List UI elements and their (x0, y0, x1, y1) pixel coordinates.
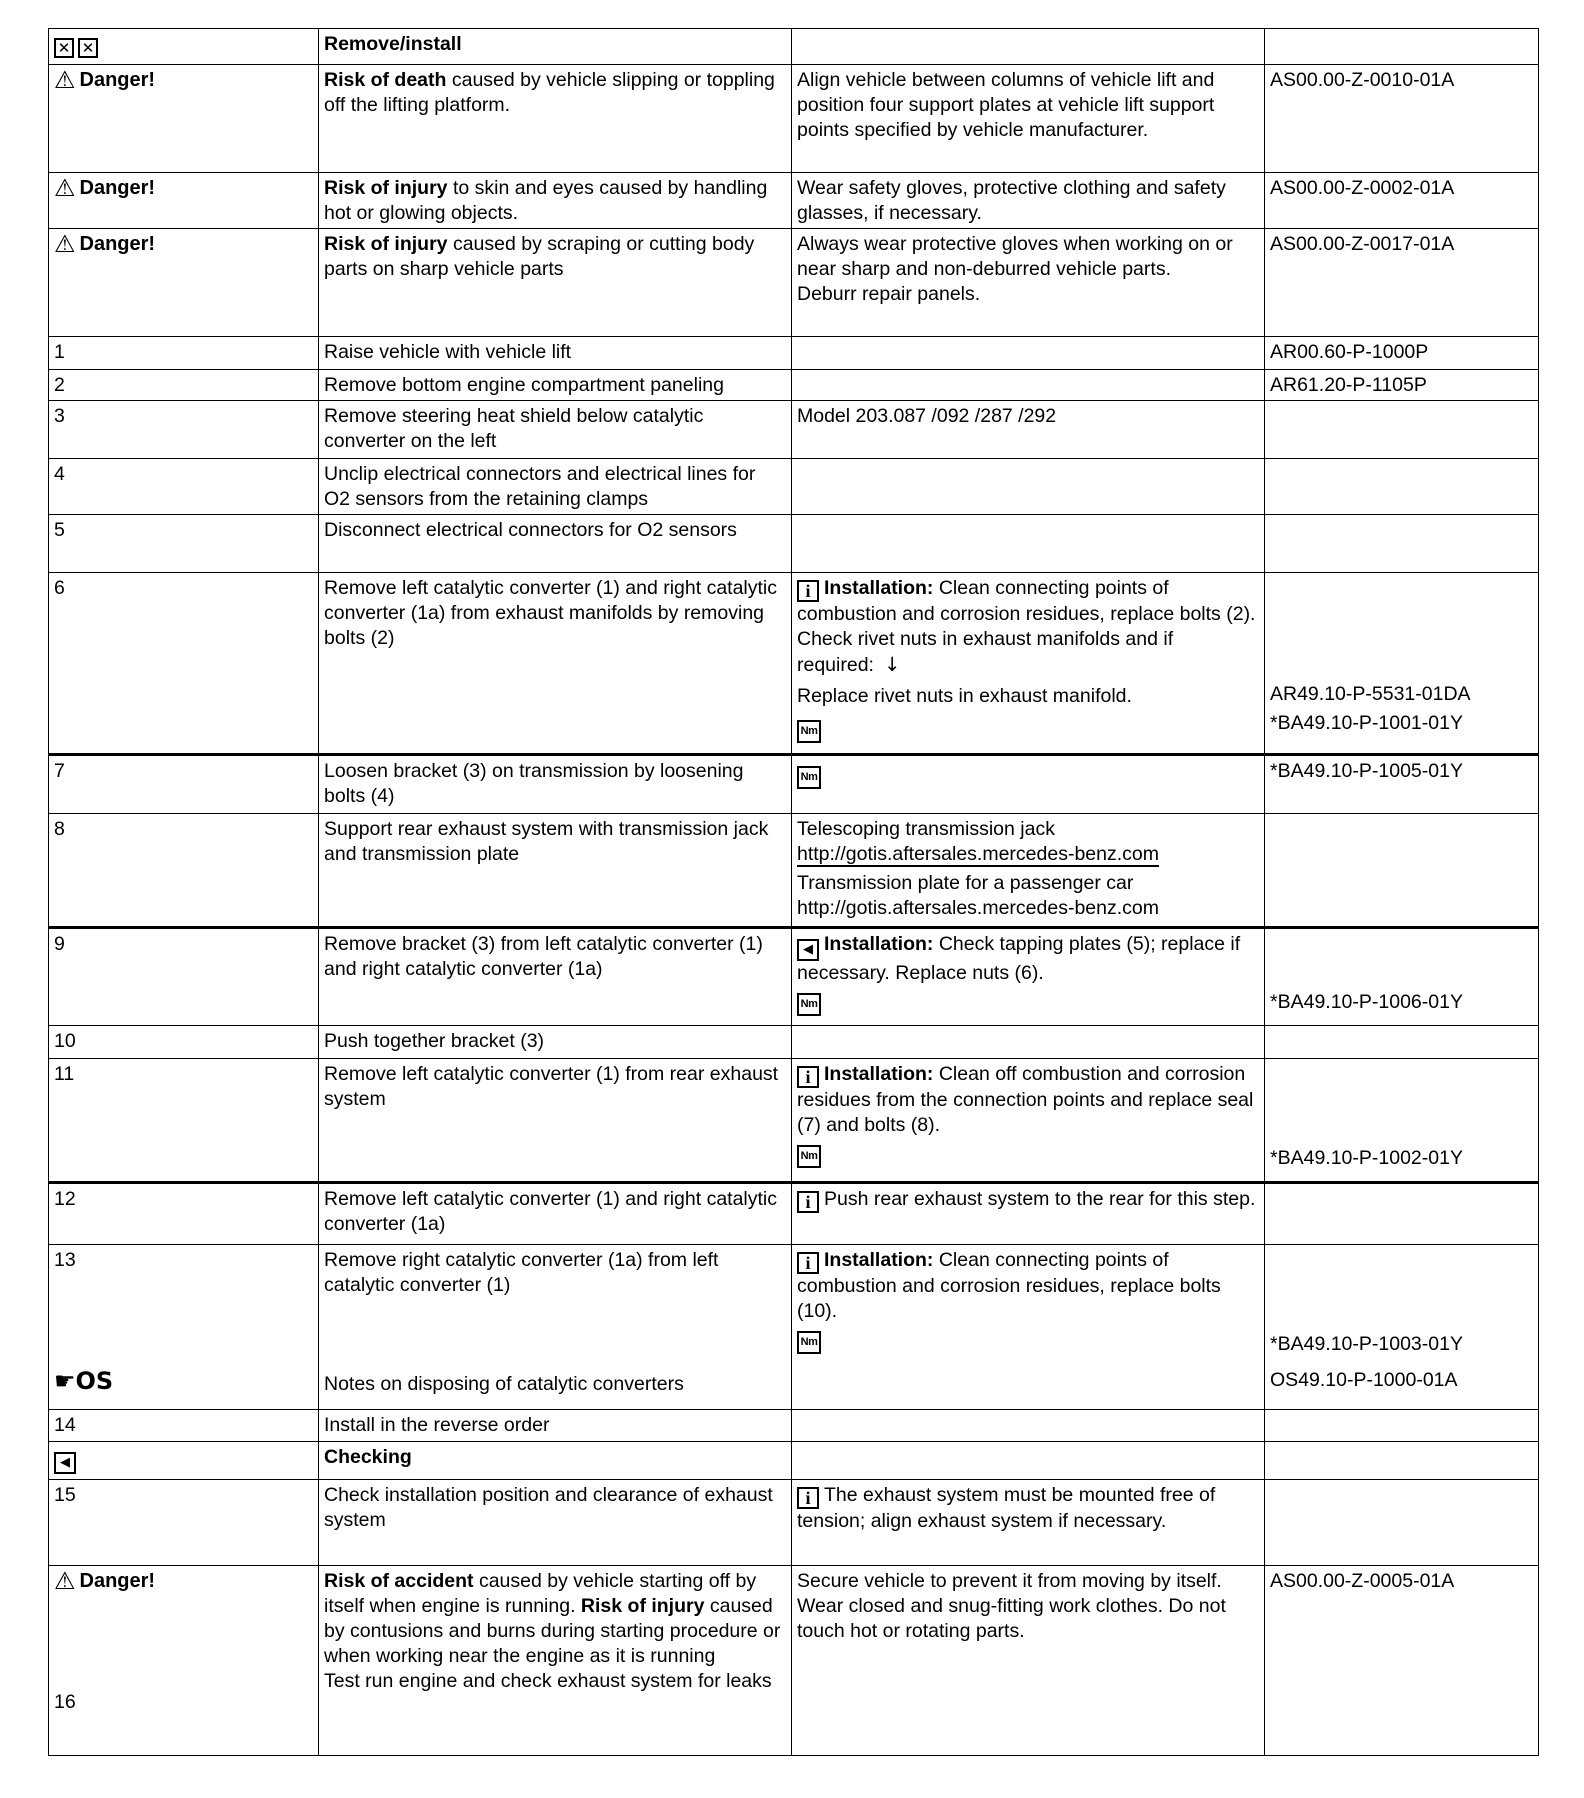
checking-header-row: ◀ Checking (49, 1442, 1539, 1480)
step-number: 16 (54, 1691, 76, 1713)
info-icon: i (797, 1191, 819, 1213)
procedure-sheet (48, 28, 1538, 1756)
step-number: 8 (49, 814, 319, 928)
step-row: 4 Unclip electrical connectors and electrical lines for O2 sensors from the retaining clamps (49, 459, 1539, 515)
step-row: 14 Install in the reverse order (49, 1410, 1539, 1442)
arrow-down-icon: ↓ (883, 653, 901, 676)
step-row: 10 Push together bracket (3) (49, 1026, 1539, 1059)
reference: OS49.10-P-1000-01A (1270, 1369, 1458, 1391)
info-icon: i (797, 1487, 819, 1509)
step-number: 1 (49, 337, 319, 370)
check-icon: ◀ (797, 939, 819, 961)
danger-row-1: ⚠ Danger! Risk of death caused by vehicle slipping or toppling off the lifting platform. Align vehicle between columns of vehicle lift and position four support plates at vehicle lift support points specified by vehicle manufacturer. AS00.00-Z-0010-01A (49, 65, 1539, 173)
info-icon: i (797, 580, 819, 602)
reference: AR49.10-P-5531-01DA (1270, 683, 1471, 705)
step-number: 6 (49, 573, 319, 755)
step-number: 7 (49, 755, 319, 814)
danger-row-4: ⚠ Danger! 16 Risk of accident caused by vehicle starting off by itself when engine is running. Risk of injury caused by contusions and burns during starting procedure or when working near the engine as it is running Test run engine and check exhaust system for leaks Secure vehicle to prevent it from moving by itself. Wear closed and snug-fitting work clothes. Do not touch hot or rotating parts. AS00.00-Z-0005-01A (49, 1566, 1539, 1756)
step-number: 3 (49, 401, 319, 459)
step-row: 13 ☛OS Remove right catalytic converter (1a) from left catalytic converter (1) Notes on disposing of catalytic converters i Installation: Clean connecting points of combustion and corrosion residues, replace bolts (10). Nm *BA49.10-P-1003-01Y OS49.10-P-1000-01A (49, 1245, 1539, 1410)
warning-icon: ⚠ (54, 1567, 76, 1595)
step-number: 11 (49, 1059, 319, 1183)
info-icon: i (797, 1252, 819, 1274)
reference: *BA49.10-P-1002-01Y (1270, 1147, 1463, 1169)
remove-icon: ✕ (54, 38, 74, 58)
step-number: 10 (49, 1026, 319, 1059)
danger-row-3: ⚠ Danger! Risk of injury caused by scraping or cutting body parts on sharp vehicle parts Always wear protective gloves when working on or near sharp and non-deburred vehicle parts. Deburr repair panels. AS00.00-Z-0017-01A (49, 229, 1539, 337)
reference: AS00.00-Z-0017-01A (1265, 229, 1539, 337)
gotis-link[interactable]: http://gotis.aftersales.mercedes-benz.com (797, 897, 1159, 919)
install-icon: ✕ (78, 38, 98, 58)
step-number: 2 (49, 370, 319, 401)
step-row: 7 Loosen bracket (3) on transmission by loosening bolts (4) Nm *BA49.10-P-1005-01Y (49, 755, 1539, 814)
check-icon: ◀ (54, 1452, 76, 1474)
header-title: Remove/install (319, 29, 792, 65)
procedure-table (48, 28, 1539, 1756)
step-number: 13 ☛OS (49, 1245, 319, 1410)
step-row: 8 Support rear exhaust system with transmission jack and transmission plate Telescoping transmission jack http://gotis.aftersales.mercedes-benz.com Transmission plate for a passenger car http://gotis.aftersales.mercedes-benz.com (49, 814, 1539, 928)
step-row: 12 Remove left catalytic converter (1) and right catalytic converter (1a) i Push rear exhaust system to the rear for this step. (49, 1183, 1539, 1245)
step-number: 15 (49, 1480, 319, 1566)
torque-nm-icon: Nm (797, 993, 821, 1016)
info-icon: i (797, 1066, 819, 1088)
step-row: 3 Remove steering heat shield below catalytic converter on the left Model 203.087 /092 /287 /292 (49, 401, 1539, 459)
gotis-link[interactable]: http://gotis.aftersales.mercedes-benz.com (797, 843, 1159, 865)
step-row: 6 Remove left catalytic converter (1) and right catalytic converter (1a) from exhaust manifolds by removing bolts (2) i Installation: Clean connecting points of combustion and corrosion residues, replace bolts (2). Check rivet nuts in exhaust manifolds and if required: ↓ Replace rivet nuts in exhaust manifold. Nm AR49.10-P-5531-01DA *BA49.10-P-1001-01Y (49, 573, 1539, 755)
torque-nm-icon: Nm (797, 1145, 821, 1168)
header-row (49, 29, 1539, 65)
header-icons-cell (49, 29, 319, 65)
step-row: 2 Remove bottom engine compartment paneling AR61.20-P-1105P (49, 370, 1539, 401)
torque-nm-icon: Nm (797, 766, 821, 789)
step-row: 9 Remove bracket (3) from left catalytic converter (1) and right catalytic converter (1a) ◀ Installation: Check tapping plates (5); replace if necessary. Replace nuts (6). Nm *BA49.10-P-1006-01Y (49, 928, 1539, 1026)
reference: AR61.20-P-1105P (1265, 370, 1539, 401)
step-number: 14 (49, 1410, 319, 1442)
reference: *BA49.10-P-1006-01Y (1270, 991, 1463, 1013)
step-number: 12 (49, 1183, 319, 1245)
reference: *BA49.10-P-1001-01Y (1270, 712, 1463, 734)
reference: AS00.00-Z-0002-01A (1265, 173, 1539, 229)
warning-icon: ⚠ (54, 174, 76, 202)
torque-nm-icon: Nm (797, 1331, 821, 1354)
warning-icon: ⚠ (54, 66, 76, 94)
torque-nm-icon: Nm (797, 720, 821, 743)
pointing-hand-icon: ☛ (54, 1367, 76, 1395)
reference: *BA49.10-P-1005-01Y (1265, 755, 1539, 814)
reference: AS00.00-Z-0005-01A (1265, 1566, 1539, 1756)
step-number: 9 (49, 928, 319, 1026)
reference: AR00.60-P-1000P (1265, 337, 1539, 370)
step-row: 5 Disconnect electrical connectors for O2 sensors (49, 515, 1539, 573)
step-number: 5 (49, 515, 319, 573)
reference: *BA49.10-P-1003-01Y (1270, 1333, 1463, 1355)
reference: AS00.00-Z-0010-01A (1265, 65, 1539, 173)
step-number: 4 (49, 459, 319, 515)
warning-icon: ⚠ (54, 230, 76, 258)
step-row: 11 Remove left catalytic converter (1) from rear exhaust system i Installation: Clean off combustion and corrosion residues from the connection points and replace seal (7) and bolts (8). Nm *BA49.10-P-1002-01Y (49, 1059, 1539, 1183)
danger-row-2: ⚠ Danger! Risk of injury to skin and eyes caused by handling hot or glowing objects. Wear safety gloves, protective clothing and safety glasses, if necessary. AS00.00-Z-0002-01A (49, 173, 1539, 229)
step-row: 1 Raise vehicle with vehicle lift AR00.60-P-1000P (49, 337, 1539, 370)
step-row: 15 Check installation position and clearance of exhaust system i The exhaust system must be mounted free of tension; align exhaust system if necessary. (49, 1480, 1539, 1566)
